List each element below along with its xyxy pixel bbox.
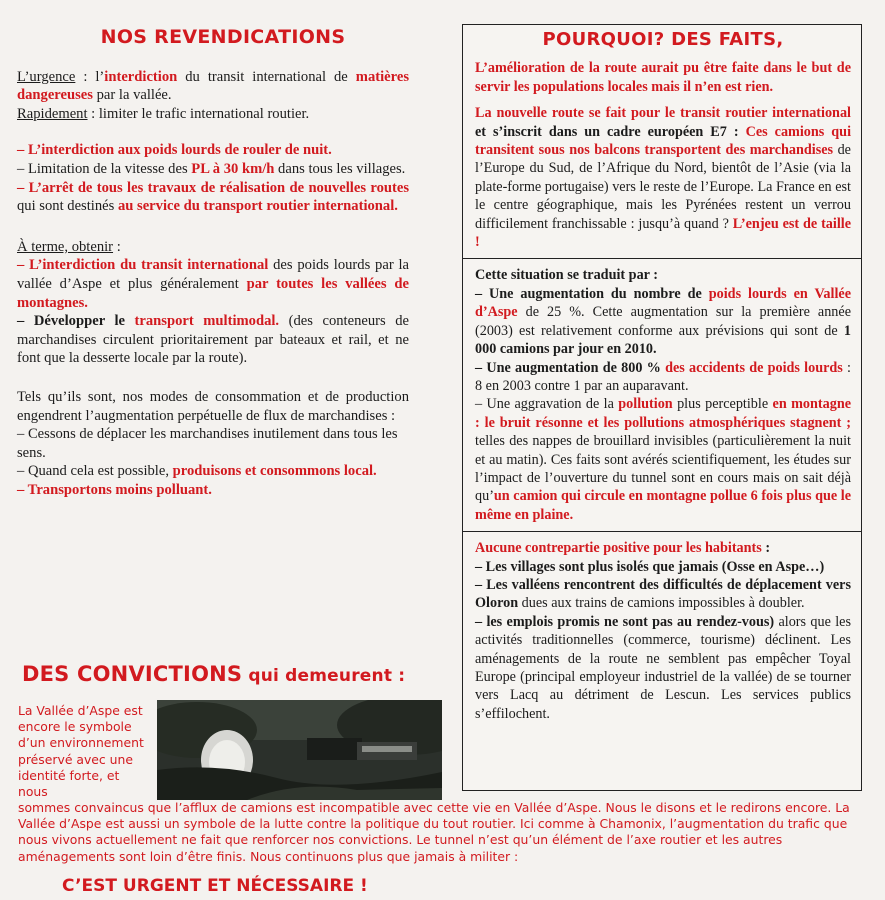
consumption-item-1: – Cessons de déplacer les marchandises inutilement dans tous les sens. xyxy=(17,426,398,461)
demand-transit-ban: – L’interdiction du transit international des poids lourds par la vallée d’Aspe et plus généralement par toutes les vallées de montagnes. xyxy=(17,257,409,311)
contrepartie-item-villages: – Les villages sont plus isolés que jamais (Osse en Aspe…) xyxy=(475,558,825,575)
consumption-item-3: – Transportons moins polluant. xyxy=(17,481,212,498)
urgence-paragraph: L’urgence : l’interdiction du transit international de matières dangereuses par la vallée. xyxy=(17,68,409,104)
contrepartie-item-deplacement: – Les valléens rencontrent des difficultés de déplacement vers Oloron dues aux trains de camions impossibles à doubler. xyxy=(475,576,851,612)
faits-box xyxy=(462,24,862,791)
demand-speed-limit: – Limitation de la vitesse des PL à 30 km/h dans tous les villages. xyxy=(17,160,406,177)
revendications-column xyxy=(17,28,409,499)
faits-intro: L’amélioration de la route aurait pu être faite dans le but de servir les populations locales mais il n’en est rien. xyxy=(475,60,851,95)
convictions-side-text: La Vallée d’Aspe est encore le symbole d’un environnement préservé avec une identité forte, et nous xyxy=(18,703,144,800)
tels-paragraph: Tels qu’ils sont, nos modes de consommation et de production engendrent l’augmentation perpétuelle de flux de marchandises : xyxy=(17,388,409,424)
situation-item-pollution: – Une aggravation de la pollution plus perceptible en montagne : le bruit résonne et les pollutions atmosphériques stagnent ; telles des nappes de brouillard invisibles (particulièrement la nuit et au matin). Ces faits sont avérés scientifiquement, les études sur l’impact de l’ouverture du tunnel sont en cours mais on sait déjà qu’un camion qui circule en montagne pollue 6 fois plus que le même en plaine. xyxy=(475,396,852,523)
divider xyxy=(463,258,861,259)
contrepartie-heading: Aucune contrepartie positive pour les habitants : xyxy=(475,540,771,557)
situation-heading: Cette situation se traduit par : xyxy=(475,267,658,284)
divider xyxy=(463,531,861,532)
convictions-paragraph: sommes convaincus que l’afflux de camions est incompatible avec cette vie en Vallée d’Aspe. Nous le disons et le redirons encore. La Vallée d’Aspe est aussi un symbole de la lutte contre la politique du tout routier. Ici comme à Chamonix, l’augmentation du trafic que nous vivons actuellement ne fait que renforcer nos convictions. Le tunnel n’est qu’un élément de l’axe routier et les autres aménagements sont loin d’être finis. Nous continuons plus que jamais à militer : xyxy=(18,800,850,864)
situation-item-accidents: – Une augmentation de 800 % des accidents de poids lourds : 8 en 2003 contre 1 par an auparavant. xyxy=(475,359,851,394)
a-terme-paragraph: À terme, obtenir : xyxy=(17,238,121,255)
valley-photo xyxy=(157,700,442,800)
situation-item-trucks: – Une augmentation du nombre de poids lourds en Vallée d’Aspe de 25 %. Cette augmentation sur la première année (2003) est relativement conforme aux prévisions qui sont de 1 000 camions par jour en 2010. xyxy=(475,285,851,358)
urgent-slogan: C’EST URGENT ET NÉCESSAIRE ! xyxy=(62,876,368,896)
faits-heading: POURQUOI? DES FAITS, xyxy=(542,29,784,50)
demand-multimodal: – Développer le transport multimodal. (des conteneurs de marchandises circulent prioritairement par bateaux et rail, et ne font que la desserte locale par la route). xyxy=(17,313,410,367)
contrepartie-item-emplois: – les emplois promis ne sont pas au rendez-vous) alors que les activités traditionnelles (commerce, tourisme) déclinent. Les aménagements de la route ne semblent pas empêcher Toyal Europe (principal employeur industriel de la vallée) de se tourner vers Lacq au détriment de Lescun. Les services publics s’effilochent. xyxy=(475,613,851,722)
demand-night-ban: – L’interdiction aux poids lourds de rouler de nuit. xyxy=(17,142,332,159)
rapidement-paragraph: Rapidement : limiter le trafic international routier. xyxy=(17,105,310,122)
convictions-heading: DES CONVICTIONS qui demeurent : xyxy=(22,662,406,686)
consumption-item-2: – Quand cela est possible, produisons et consommons local. xyxy=(17,463,377,480)
faits-route-paragraph: La nouvelle route se fait pour le transit routier international et s’inscrit dans un cadre européen E7 : Ces camions qui transitent sous nos balcons transportent des marchandises de l’Europe du Sud, de l’Afrique du Nord, bientôt de l’Asie (via la plate-forme portugaise) vers le reste de l’Europe. La France en est le centre géographique, mais les Pyrénées restent un verrou difficilement franchissable : jusqu’à quand ? L’enjeu est de taille ! xyxy=(475,105,852,251)
demand-stop-works: – L’arrêt de tous les travaux de réalisation de nouvelles routes qui sont destinés au service du transport routier international. xyxy=(17,179,409,215)
revendications-heading: NOS REVENDICATIONS xyxy=(100,26,346,48)
